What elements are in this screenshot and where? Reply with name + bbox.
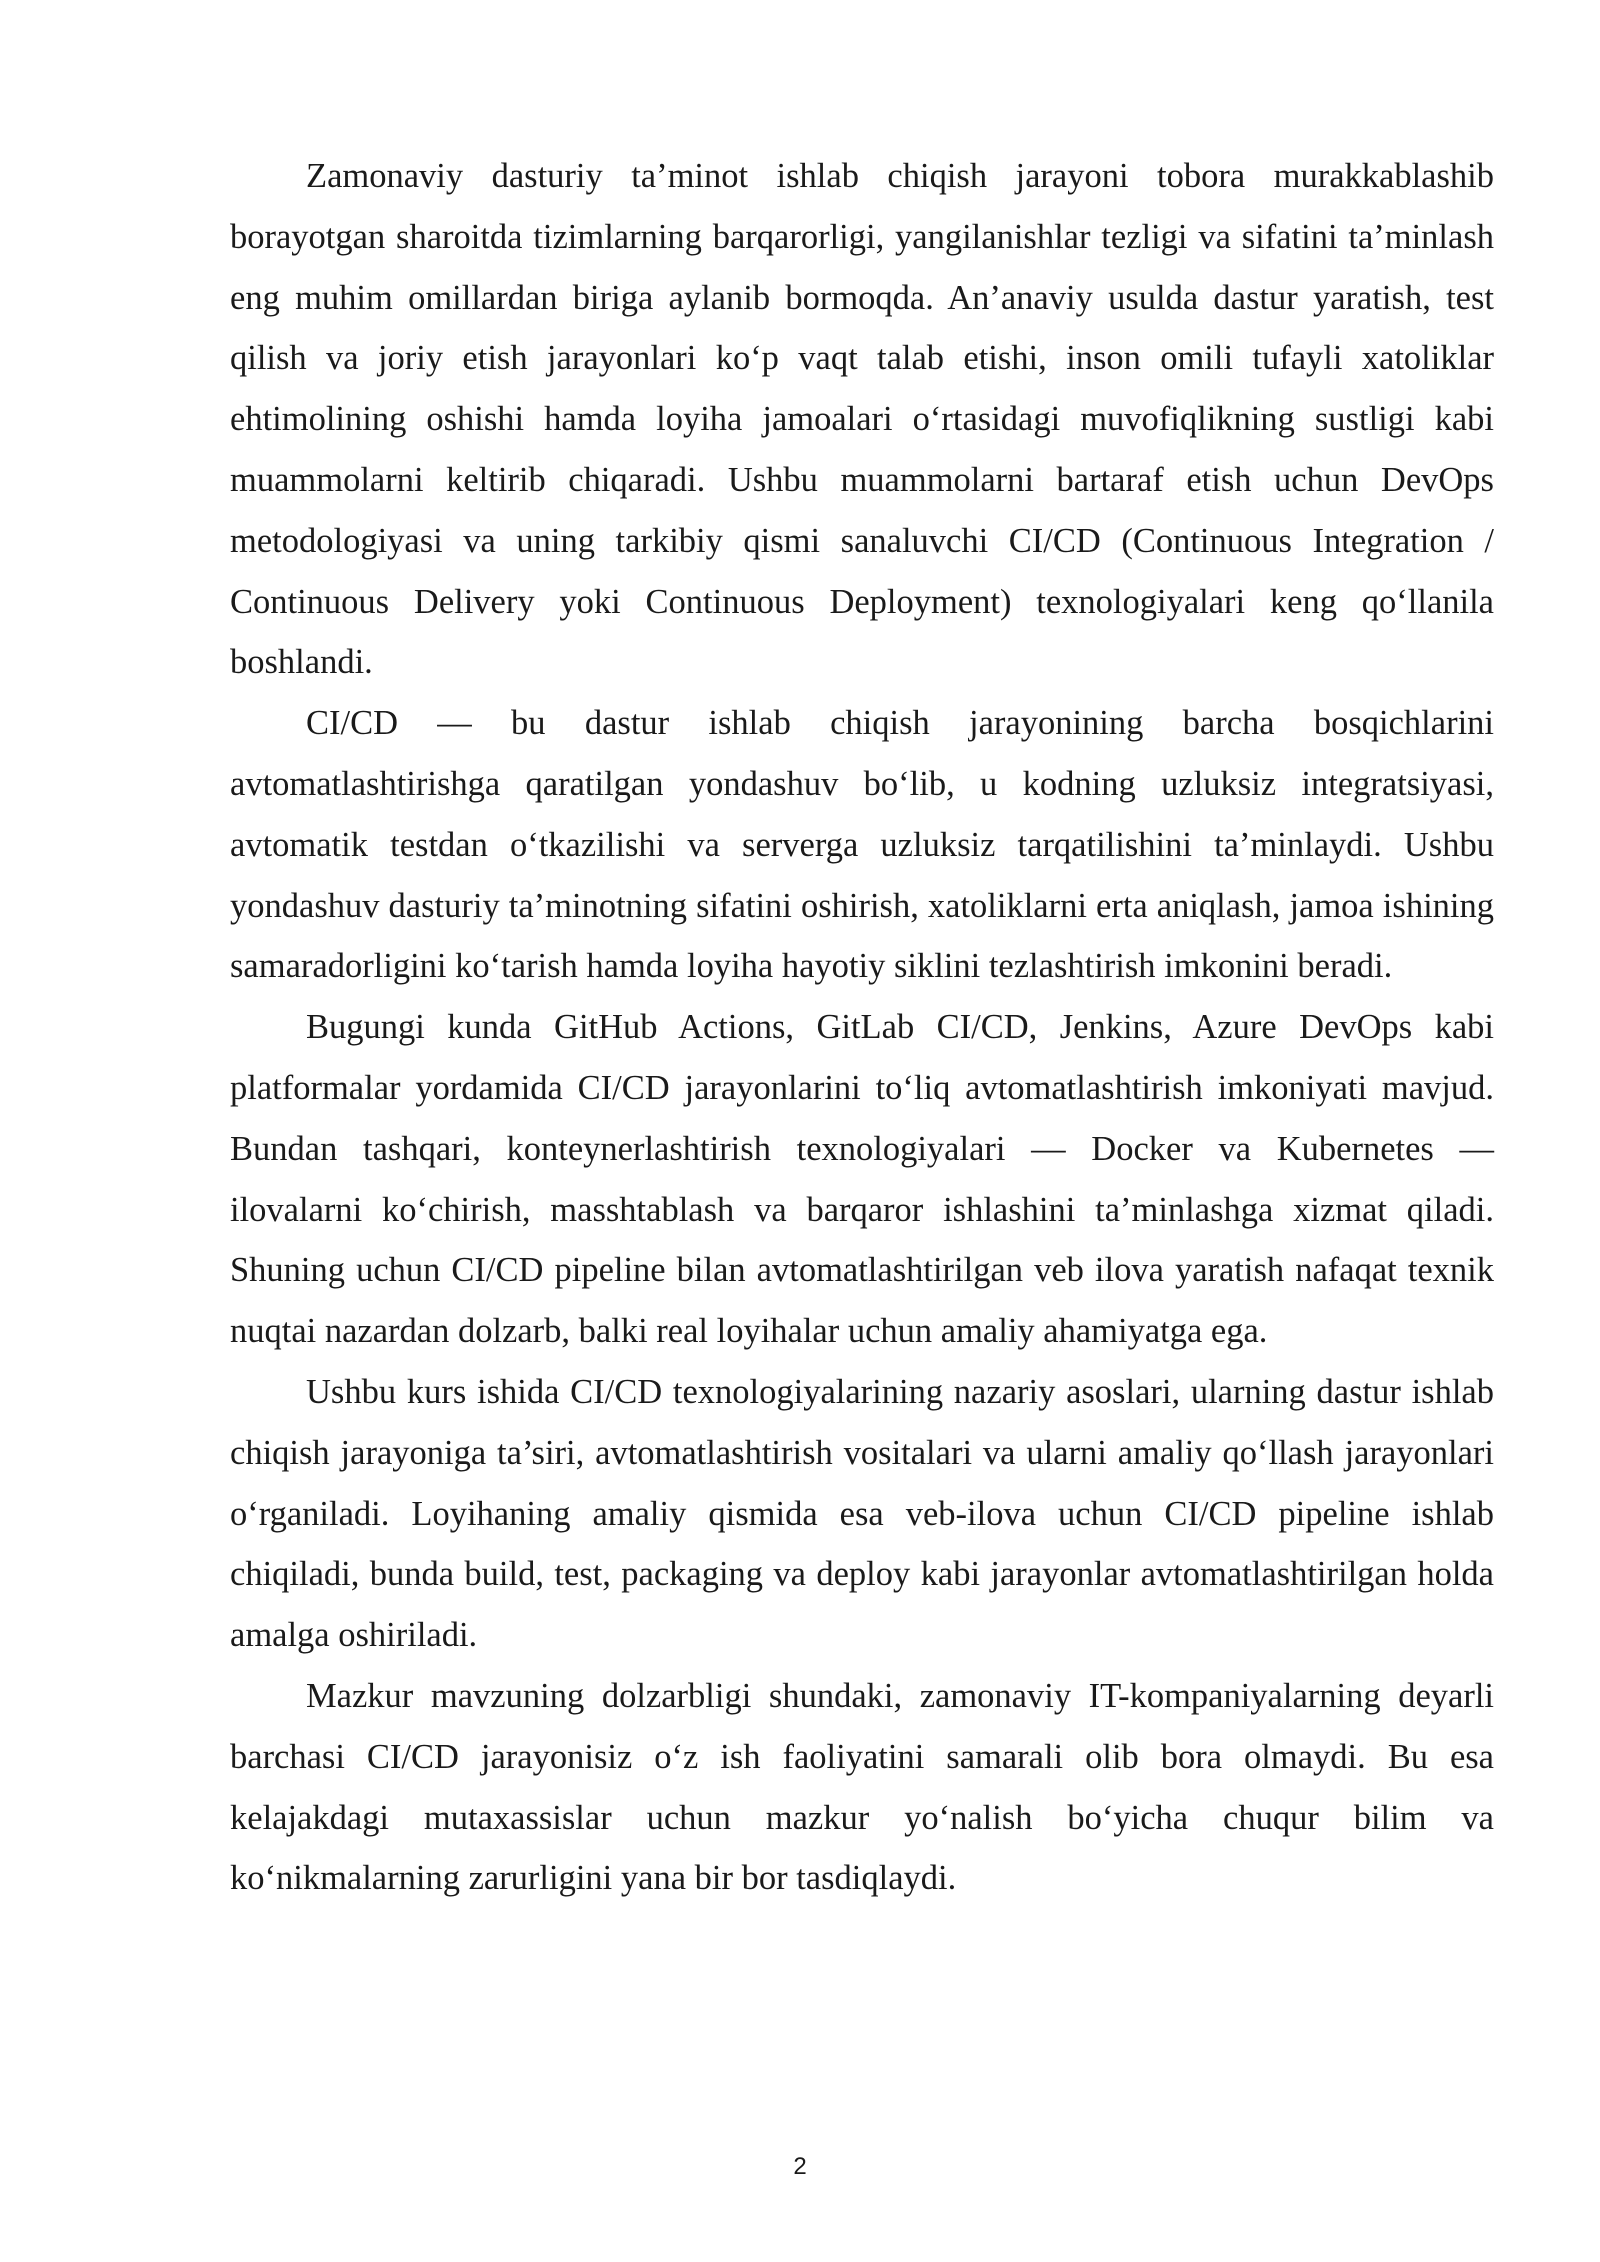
paragraph-5: Mazkur mavzuning dolzarbligi shundaki, zamonaviy IT-kompaniyalarning deyarli barchasi CI/CD jarayonisiz o‘z ish faoliyatini samarali olib bora olmaydi. Bu esa kelajakdagi mutaxassislar uchun mazkur yo‘nalish bo‘yicha chuqur bilim va ko‘nikmalarning zarurligini yana bir bor tasdiqlaydi. bbox=[230, 1676, 1494, 1898]
paragraph-3: Bugungi kunda GitHub Actions, GitLab CI/CD, Jenkins, Azure DevOps kabi platformalar yordamida CI/CD jarayonlarini to‘liq avtomatlashtirish imkoniyati mavjud. Bundan tashqari, konteynerlashtirish texnologiyalari — Docker va Kubernetes — ilovalarni ko‘chirish, masshtablash va barqaror ishlashini ta’minlashga xizmat qiladi. Shuning uchun CI/CD pipeline bilan avtomatlashtirilgan veb ilova yaratish nafaqat texnik nuqtai nazardan dolzarb, balki real loyihalar uchun amaliy ahamiyatga ega. bbox=[230, 1008, 1494, 1351]
paragraph-1: Zamonaviy dasturiy ta’minot ishlab chiqish jarayoni tobora murakkablashib borayotgan sharoitda tizimlarning barqarorligi, yangilanishlar tezligi va sifatini ta’minlash eng muhim omillardan biriga aylanib bormoqda. An’anaviy usulda dastur yaratish, test qilish va joriy etish jarayonlari ko‘p vaqt talab etishi, inson omili tufayli xatoliklar ehtimolining oshishi hamda loyiha jamoalari o‘rtasidagi muvofiqlikning sustligi kabi muammolarni keltirib chiqaradi. Ushbu muammolarni bartaraf etish uchun DevOps metodologiyasi va uning tarkibiy qismi sanaluvchi CI/CD (Continuous Integration / Continuous Delivery yoki Continuous Deployment) texnologiyalari keng qo‘llanila boshlandi. bbox=[230, 157, 1494, 682]
body-text bbox=[230, 146, 1494, 1909]
paragraph-4: Ushbu kurs ishida CI/CD texnologiyalarining nazariy asoslari, ularning dastur ishlab chiqish jarayoniga ta’siri, avtomatlashtirish vositalari va ularni amaliy qo‘llash jarayonlari o‘rganiladi. Loyihaning amaliy qismida esa veb-ilova uchun CI/CD pipeline ishlab chiqiladi, bunda build, test, packaging va deploy kabi jarayonlar avtomatlashtirilgan holda amalga oshiriladi. bbox=[230, 1372, 1494, 1655]
paragraph-2: CI/CD — bu dastur ishlab chiqish jarayonining barcha bosqichlarini avtomatlashtirishga qaratilgan yondashuv bo‘lib, u kodning uzluksiz integratsiyasi, avtomatik testdan o‘tkazilishi va serverga uzluksiz tarqatilishini ta’minlaydi. Ushbu yondashuv dasturiy ta’minotning sifatini oshirish, xatoliklarni erta aniqlash, jamoa ishining samaradorligini ko‘tarish hamda loyiha hayotiy siklini tezlashtirish imkonini beradi. bbox=[230, 704, 1494, 986]
page-number: 2 bbox=[793, 2153, 807, 2180]
